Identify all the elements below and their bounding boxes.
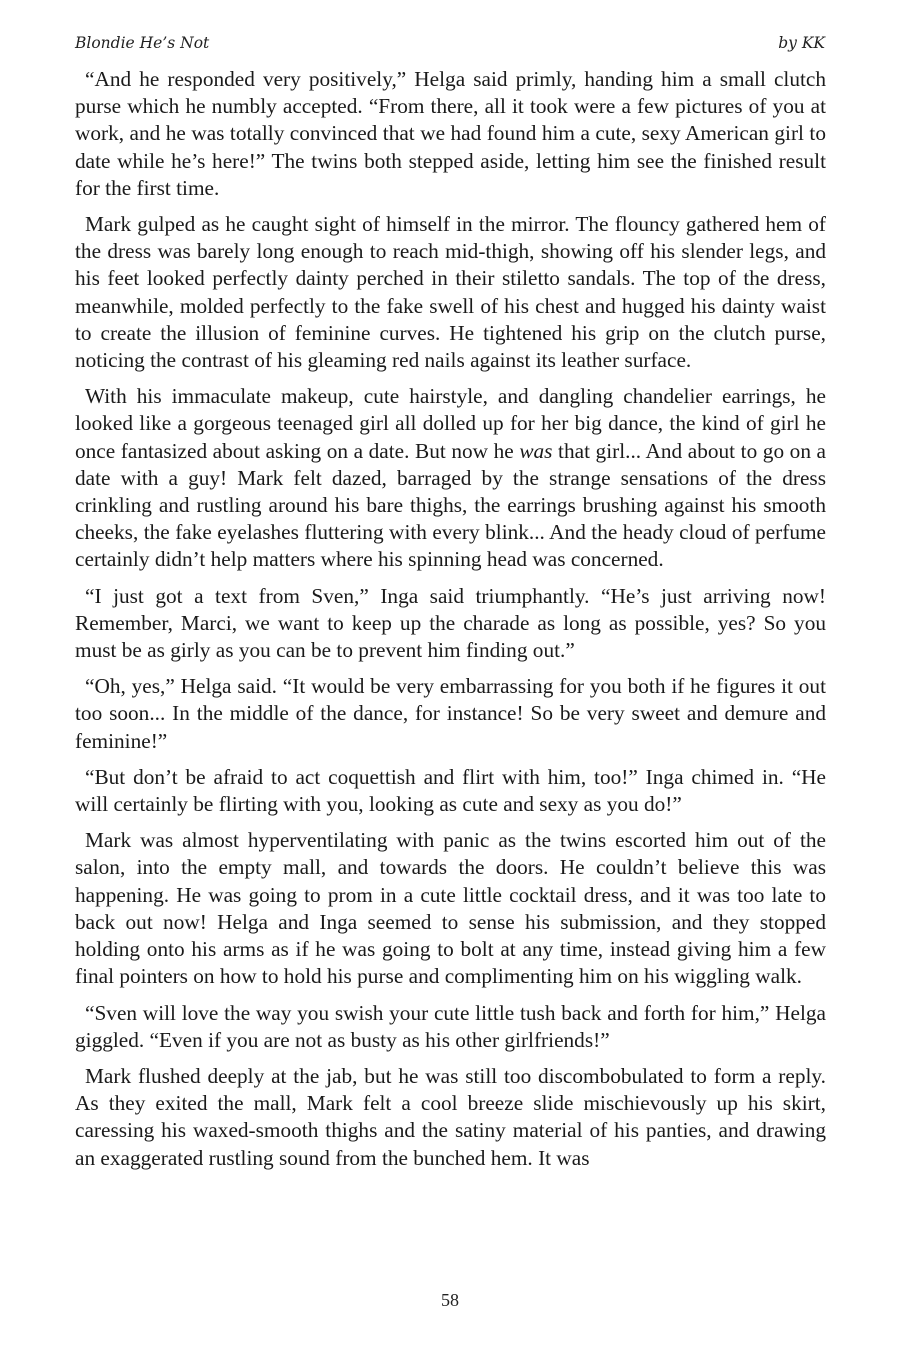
running-header — [75, 34, 825, 58]
page-number: 58 — [441, 1290, 459, 1310]
paragraph-text: that girl... And about to go on a date with a guy! Mark felt dazed, barraged by the strange sensations of the dress crinkling and rustling around his bare thighs, the earrings brushing against his smooth cheeks, the fake eyelashes fluttering with every blink... And the heady cloud of perfume certainly didn’t help matters where his spinning head was concerned. — [75, 438, 826, 572]
author-credit: by KK — [778, 34, 825, 52]
paragraph: “But don’t be afraid to act coquettish and flirt with him, too!” Inga chimed in. “He will certainly be flirting with you, looking as cute and sexy as you do!” — [75, 764, 826, 817]
paragraph: “Oh, yes,” Helga said. “It would be very embarrassing for you both if he figures it out too soon... In the middle of the dance, for instance! So be very sweet and demure and feminine!” — [75, 674, 826, 753]
emphasis-text: was — [519, 438, 553, 463]
paragraph-text: With his immaculate makeup, cute hairstyle, and dangling chandelier earrings, he looked like a gorgeous teenaged girl all dolled up for her big dance, the kind of girl he once fantasized about asking on a date. But now he — [75, 384, 826, 463]
paragraph: “And he responded very positively,” Helga said primly, handing him a small clutch purse which he numbly accepted. “From there, all it took were a few pictures of you at work, and he was totally convinced that we had found him a cute, sexy American girl to date while he’s here!” The twins both stepped aside, letting him see the finished result for the first time. — [75, 67, 826, 200]
paragraph: “Sven will love the way you swish your cute little tush back and forth for him,” Helga giggled. “Even if you are not as busty as his other girlfriends!” — [75, 1000, 826, 1052]
paragraph: Mark was almost hyperventilating with panic as the twins escorted him out of the salon, into the empty mall, and towards the doors. He couldn’t believe this was happening. He was going to prom in a cute little cocktail dress, and it was too late to back out now! Helga and Inga seemed to sense his submission, and they stopped holding onto his arms as if he was going to bolt at any time, instead giving him a few final pointers on how to hold his purse and complimenting him on his wiggling walk. — [75, 828, 826, 989]
paragraph: Mark gulped as he caught sight of himself in the mirror. The flouncy gathered hem of the dress was barely long enough to reach mid-thigh, showing off his slender legs, and his feet looked perfectly dainty perched in their stiletto sandals. The top of the dress, meanwhile, molded perfectly to the fake swell of his chest and hugged his dainty waist to create the illusion of feminine curves. He tightened his grip on the clutch purse, noticing the contrast of his gleaming red nails against its leather surface. — [75, 212, 826, 373]
book-title: Blondie He’s Not — [75, 34, 210, 52]
body-text — [75, 66, 826, 1181]
paragraph: “I just got a text from Sven,” Inga said triumphantly. “He’s just arriving now! Remember, Marci, we want to keep up the charade as long as possible, yes? So you must be as girly as you can be to prevent him finding out.” — [75, 583, 826, 663]
paragraph — [75, 383, 826, 573]
paragraph: Mark flushed deeply at the jab, but he was still too discombobulated to form a reply. As they exited the mall, Mark felt a cool breeze slide mischievously up his skirt, caressing his waxed-smooth thighs and the satiny material of his panties, and drawing an exaggerated rustling sound from the bunched hem. It was — [75, 1063, 826, 1170]
